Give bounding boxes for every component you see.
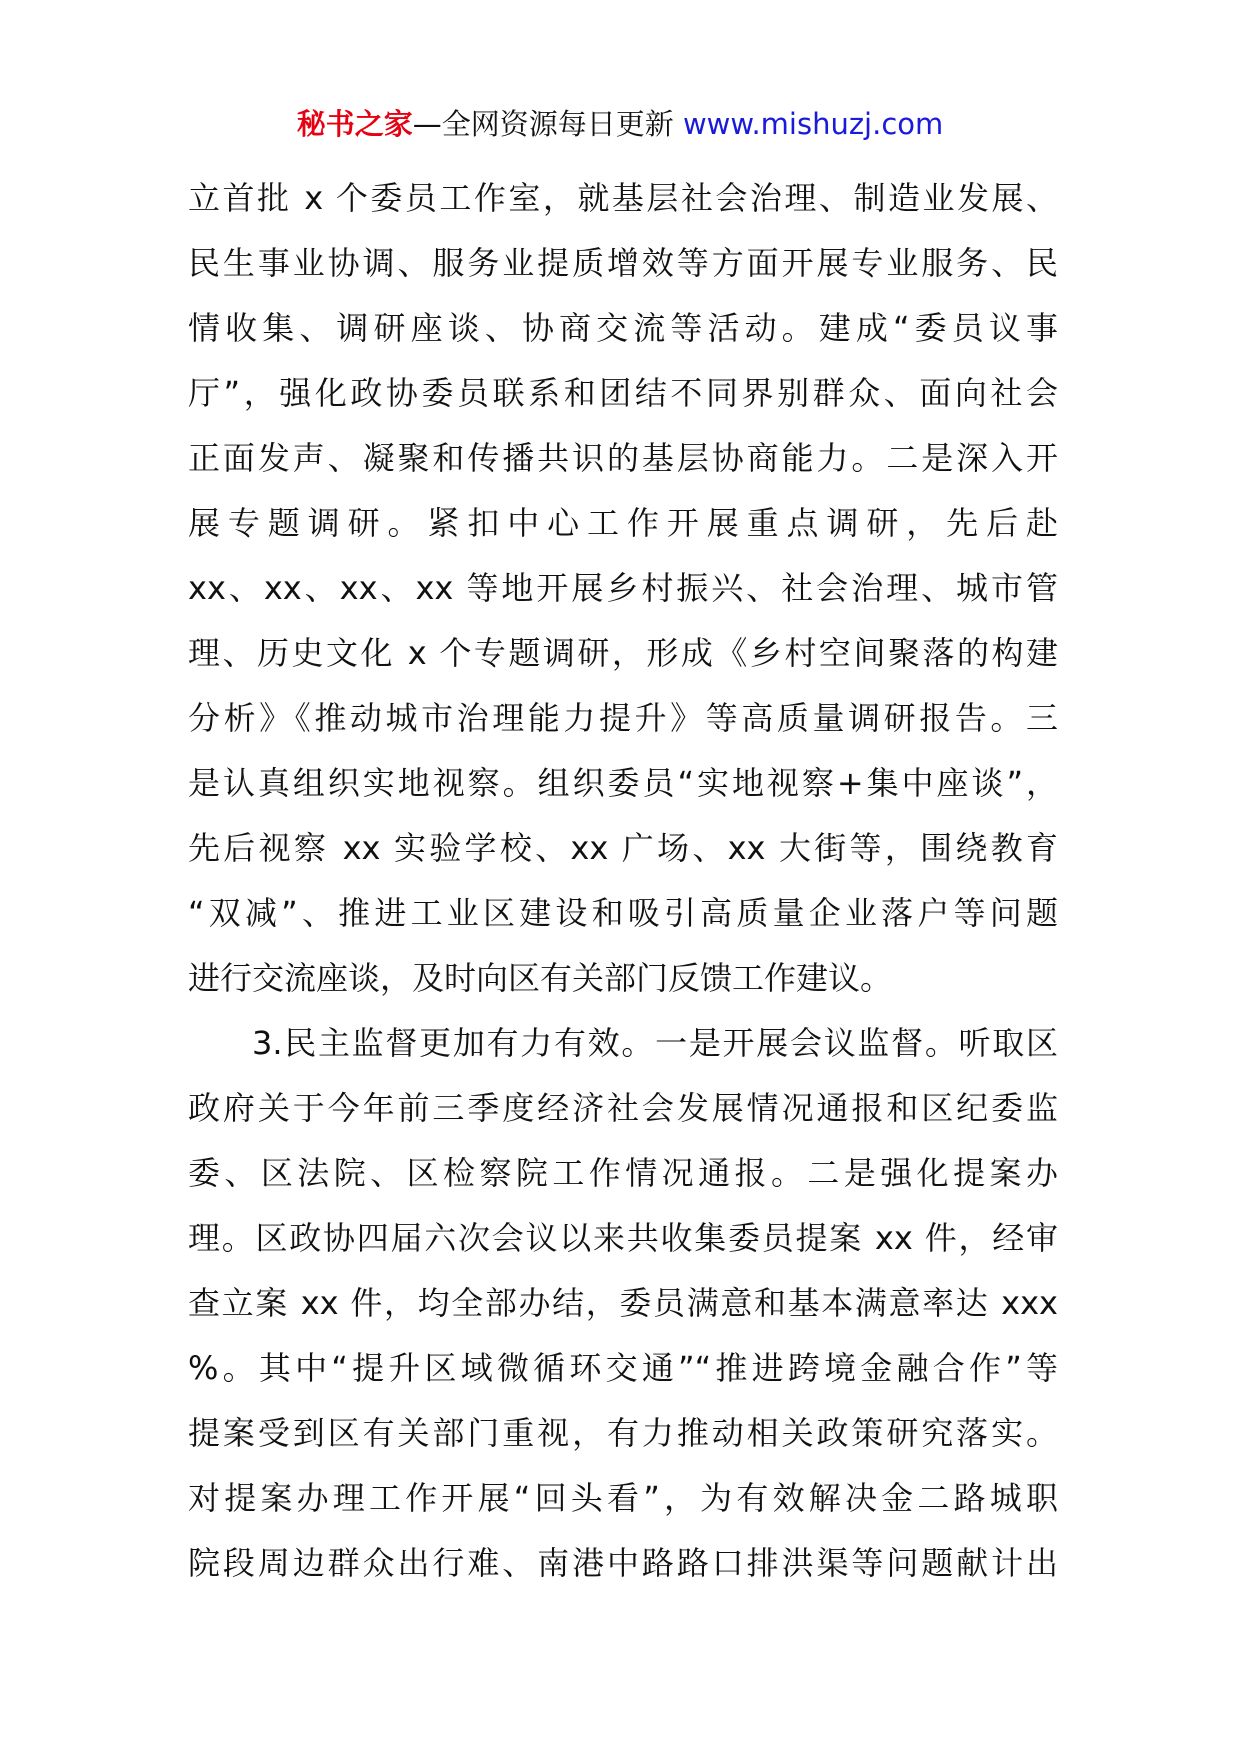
text-line: 正面发声、凝聚和传播共识的基层协商能力。二是深入开: [188, 439, 1058, 477]
text-line: 厅”，强化政协委员联系和团结不同界别群众、面向社会: [188, 374, 1058, 412]
text-line: 进行交流座谈，及时向区有关部门反馈工作建议。: [188, 959, 893, 997]
text-line: 理、历史文化 x 个专题调研，形成《乡村空间聚落的构建: [188, 634, 1058, 672]
text-line: 对提案办理工作开展“回头看”，为有效解决金二路城职: [188, 1479, 1058, 1517]
text-line: 先后视察 xx 实验学校、xx 广场、xx 大街等，围绕教育: [188, 829, 1058, 867]
header-brand: 秘书之家: [296, 107, 413, 141]
text-line: 理。区政协四届六次会议以来共收集委员提案 xx 件，经审: [188, 1219, 1058, 1257]
text-line: 政府关于今年前三季度经济社会发展情况通报和区纪委监: [188, 1089, 1058, 1127]
page-header: [0, 102, 1240, 146]
text-line: 委、区法院、区检察院工作情况通报。二是强化提案办: [188, 1154, 1058, 1192]
text-line: 情收集、调研座谈、协商交流等活动。建成“委员议事: [188, 309, 1058, 347]
text-line: 展专题调研。紧扣中心工作开展重点调研，先后赴: [188, 504, 1058, 542]
text-line: 提案受到区有关部门重视，有力推动相关政策研究落实。: [188, 1414, 1058, 1452]
text-line: 是认真组织实地视察。组织委员“实地视察+集中座谈”，: [188, 764, 1058, 802]
header-slogan: —全网资源每日更新: [412, 107, 674, 141]
text-line: 院段周边群众出行难、南港中路路口排洪渠等问题献计出: [188, 1544, 1058, 1582]
text-line: 立首批 x 个委员工作室，就基层社会治理、制造业发展、: [188, 179, 1058, 217]
text-line: %。其中“提升区域微循环交通”“推进跨境金融合作”等: [188, 1349, 1058, 1387]
document-body: [188, 166, 1058, 1596]
text-line-indented: 3.民主监督更加有力有效。一是开展会议监督。听取区: [252, 1024, 1058, 1062]
text-line: 分析》《推动城市治理能力提升》等高质量调研报告。三: [188, 699, 1058, 737]
text-line: “双减”、推进工业区建设和吸引高质量企业落户等问题: [188, 894, 1058, 932]
text-line: xx、xx、xx、xx 等地开展乡村振兴、社会治理、城市管: [188, 569, 1058, 607]
header-site-link[interactable]: www.mishuzj.com: [682, 107, 944, 141]
text-line: 民生事业协调、服务业提质增效等方面开展专业服务、民: [188, 244, 1058, 282]
text-line: 查立案 xx 件，均全部办结，委员满意和基本满意率达 xxx: [188, 1284, 1058, 1322]
